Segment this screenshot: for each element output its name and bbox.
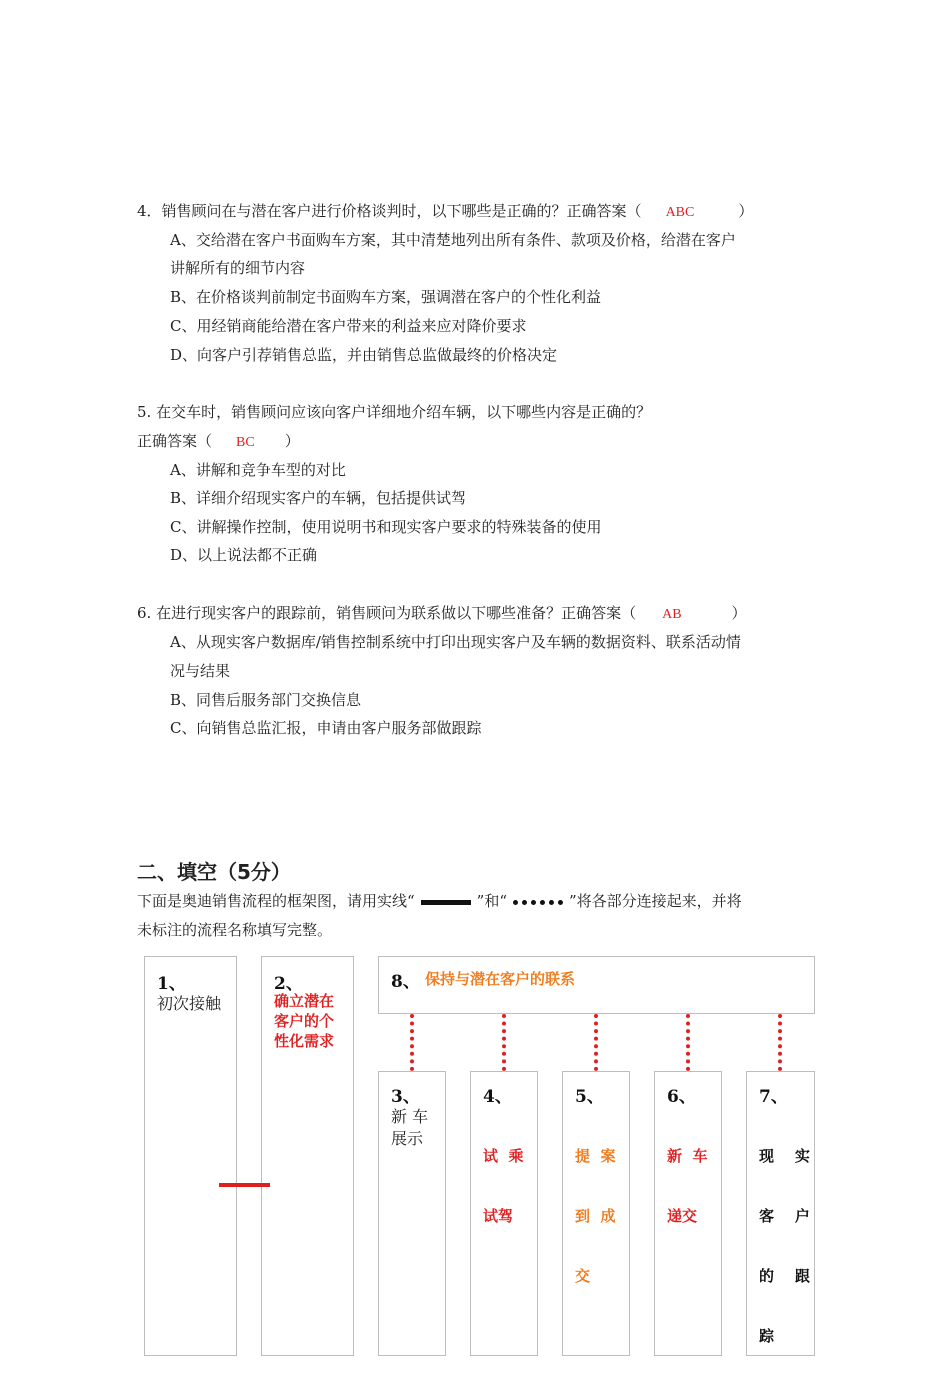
solid-line-sample <box>421 900 471 905</box>
q4-option-a-cont: 讲解所有的细节内容 <box>170 259 306 277</box>
flow-label-1: 初次接触 <box>157 994 222 1013</box>
q4-stem: 4．销售顾问在与潜在客户进行价格谈判时，以下哪些是正确的？正确答案（ ABC ） <box>137 202 754 220</box>
flow-box-6: 6、 新 车 递交 <box>654 1071 722 1356</box>
section-title: 二、填空（5分） <box>137 860 291 884</box>
q4-option-c: C、用经销商能给潜在客户带来的利益来应对降价要求 <box>170 317 527 335</box>
q5-option-b: B、详细介绍现实客户的车辆，包括提供试驾 <box>170 489 467 507</box>
flow-box-5: 5、 提 案 到 成 交 <box>562 1071 630 1356</box>
q6-option-a: A、从现实客户数据库/销售控制系统中打印出现实客户及车辆的数据资料、联系活动情 <box>170 633 741 651</box>
flow-label-5: 提 案 到 成 交 <box>575 1147 616 1285</box>
q4-option-a: A、交给潜在客户书面购车方案，其中清楚地列出所有条件、款项及价格，给潜在客户 <box>170 231 736 249</box>
dotted-connector-4 <box>502 1014 506 1071</box>
q4-answer: ABC <box>665 205 695 220</box>
q5-option-a: A、讲解和竞争车型的对比 <box>170 461 346 479</box>
q5-answer: BC <box>236 435 255 450</box>
solid-connector-1-2 <box>219 1183 270 1187</box>
q6-option-a-cont: 况与结果 <box>170 662 231 680</box>
q6-option-c: C、向销售总监汇报，申请由客户服务部做跟踪 <box>170 719 482 737</box>
section-intro-line2: 未标注的流程名称填写完整。 <box>137 921 333 939</box>
flow-box-4: 4、 试 乘 试驾 <box>470 1071 538 1356</box>
flow-box-2: 2、 确立潜在 客户的个 性化需求 <box>261 956 354 1356</box>
q6-option-b: B、同售后服务部门交换信息 <box>170 691 362 709</box>
dotted-connector-7 <box>778 1014 782 1071</box>
flow-box-3: 3、 新 车 展示 <box>378 1071 446 1356</box>
q5-option-c: C、讲解操作控制，使用说明书和现实客户要求的特殊装备的使用 <box>170 518 602 536</box>
q5-answer-line: 正确答案（ BC ） <box>137 432 300 450</box>
q6-stem: 6. 在进行现实客户的跟踪前，销售顾问为联系做以下哪些准备？正确答案（ AB ） <box>137 604 747 622</box>
flow-label-4: 试 乘 试驾 <box>483 1147 524 1225</box>
section-intro-line1: 下面是奥迪销售流程的框架图，请用实线“ ”和“ ”将各部分连接起来，并将 <box>137 892 742 910</box>
dotted-connector-5 <box>594 1014 598 1071</box>
flow-label-7: 现 实 客 户 的 跟 踪 <box>759 1147 810 1345</box>
flow-label-8: 保持与潜在客户的联系 <box>425 970 576 988</box>
flow-box-7: 7、 现 实 客 户 的 跟 踪 <box>746 1071 815 1356</box>
q4-option-b: B、在价格谈判前制定书面购车方案，强调潜在客户的个性化利益 <box>170 288 602 306</box>
dotted-line-sample <box>513 900 563 905</box>
flow-box-8: 8、 保持与潜在客户的联系 <box>378 956 815 1014</box>
flow-label-6: 新 车 递交 <box>667 1147 708 1225</box>
flow-label-3: 新 车 展示 <box>391 1107 429 1148</box>
dotted-connector-3 <box>410 1014 414 1071</box>
q5-stem: 5. 在交车时，销售顾问应该向客户详细地介绍车辆，以下哪些内容是正确的？ <box>137 403 652 421</box>
q6-answer: AB <box>662 607 682 622</box>
flow-box-1: 1、 初次接触 <box>144 956 237 1356</box>
flow-label-2: 确立潜在 客户的个 性化需求 <box>274 992 335 1050</box>
dotted-connector-6 <box>686 1014 690 1071</box>
q4-option-d: D、向客户引荐销售总监，并由销售总监做最终的价格决定 <box>170 346 558 364</box>
q5-option-d: D、以上说法都不正确 <box>170 546 318 564</box>
